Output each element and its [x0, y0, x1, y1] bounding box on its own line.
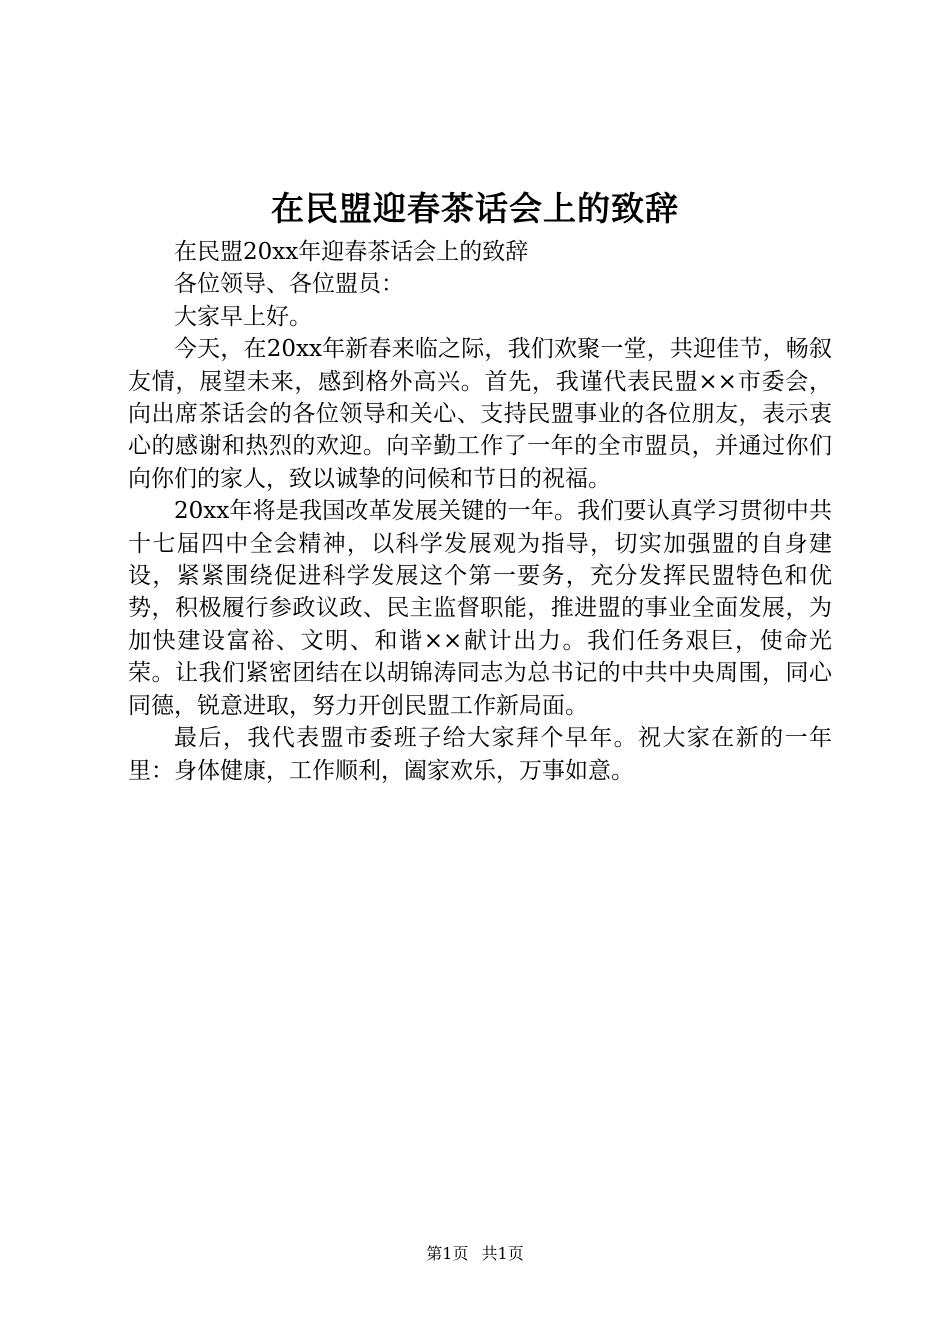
document-body	[128, 236, 832, 787]
page-number: 第1页	[426, 1244, 469, 1263]
page-total: 共1页	[481, 1244, 524, 1263]
paragraph-closing: 最后，我代表盟市委班子给大家拜个早年。祝大家在新的一年里：身体健康，工作顺利，阖家欢乐，万事如意。	[128, 725, 832, 784]
paragraph-salutation: 各位领导、各位盟员：	[174, 271, 404, 298]
paragraph-greeting: 大家早上好。	[174, 303, 312, 330]
paragraph-opening: 今天，在20xx年新春来临之际，我们欢聚一堂，共迎佳节，畅叙友情，展望未来，感到格外高兴。首先，我谨代表民盟××市委会，向出席茶话会的各位领导和关心、支持民盟事业的各位朋友，表示衷心的感谢和热烈的欢迎。向辛勤工作了一年的全市盟员，并通过你们向你们的家人，致以诚挚的问候和节日的祝福。	[128, 336, 832, 492]
document-title: 在民盟迎春茶话会上的致辞	[271, 189, 679, 228]
paragraph-outlook: 20xx年将是我国改革发展关键的一年。我们要认真学习贯彻中共十七届四中全会精神，以科学发展观为指导，切实加强盟的自身建设，紧紧围绕促进科学发展这个第一要务，充分发挥民盟特色和优势，积极履行参政议政、民主监督职能，推进盟的事业全面发展，为加快建设富裕、文明、和谐××献计出力。我们任务艰巨，使命光荣。让我们紧密团结在以胡锦涛同志为总书记的中共中央周围，同心同德，锐意进取，努力开创民盟工作新局面。	[128, 498, 832, 719]
paragraph-subtitle: 在民盟20xx年迎春茶话会上的致辞	[174, 239, 529, 265]
page-footer	[0, 1244, 950, 1264]
